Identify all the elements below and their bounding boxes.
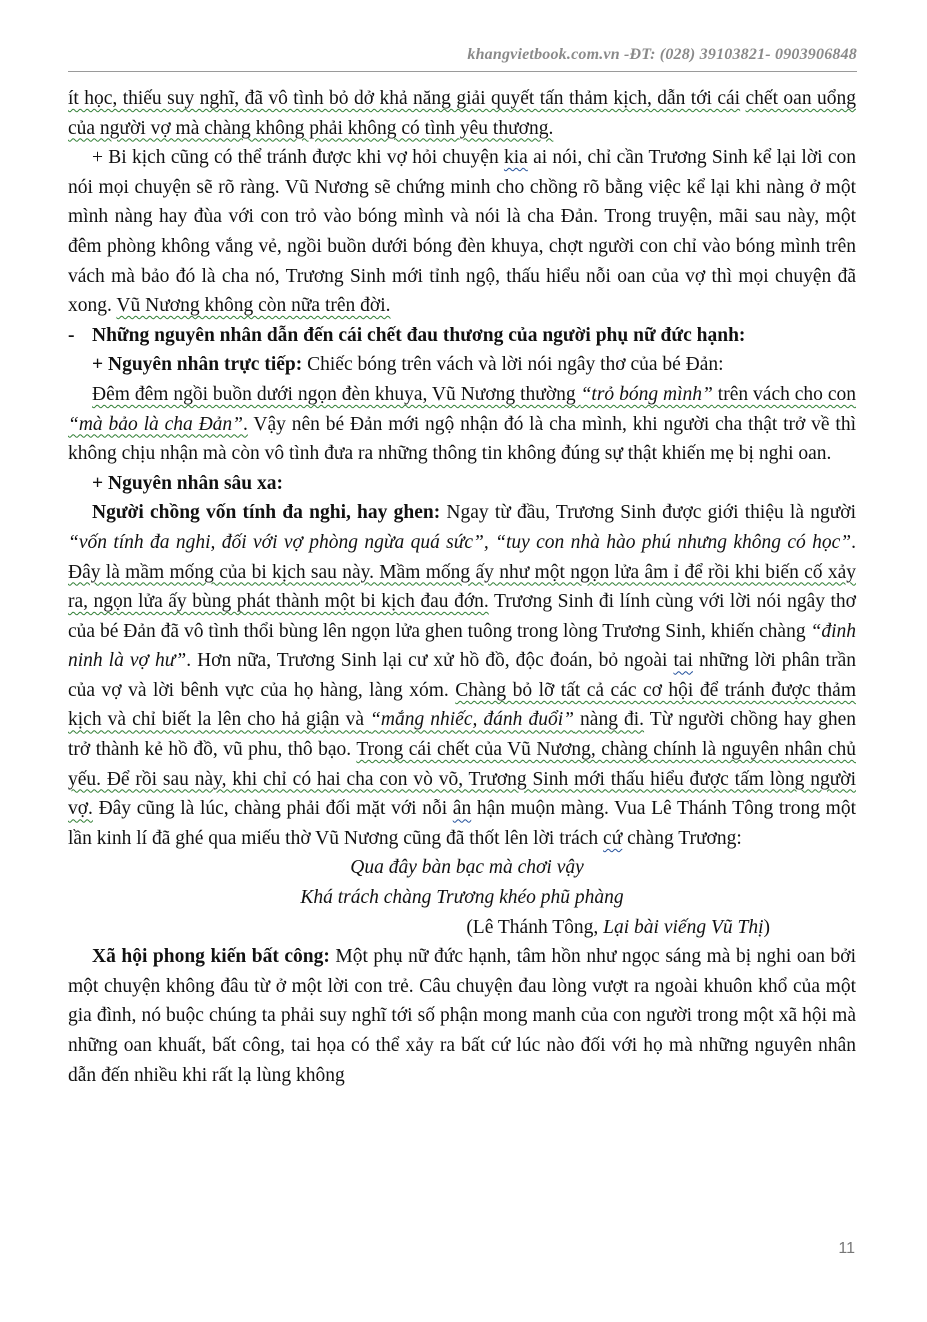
text-run: Trong cái chết của Vũ Nương, chàng chính là nguyên nhân chủ yếu. Để rồi sau này, khi chỉ có hai cha con vò võ, Trương Sinh mới thấu hiểu được tấm lòng người vợ.	[68, 739, 856, 820]
source-end: )	[763, 916, 770, 938]
text-run: .	[851, 531, 856, 553]
quote-run: “mắng nhiếc, đánh đuổi”	[370, 709, 574, 731]
section-heading-causes	[68, 321, 856, 351]
text-run: ân	[452, 798, 472, 820]
paragraph-direct-cause	[68, 350, 856, 380]
text-run: ai nói, chỉ cần Trương Sinh kể lại lời con nói mọi chuyện sẽ rõ ràng. Vũ Nương sẽ chứng minh cho chồng rõ bằng việc kể lại khi nàng ở một mình nàng hay đùa với con trỏ vào bóng mình và nói là cha Đản. Trong truyện, mãi sau này, một đêm phòng không vắng vẻ, ngồi buồn dưới bóng đèn khuya, chợt người con chỉ vào bóng mình trên vách mà bảo đó là cha nó, Trương Sinh mới tỉnh ngộ, thấu hiểu nỗi oan của vợ thì mọi chuyện đã xong.	[68, 147, 856, 317]
text-run: Một phụ nữ đức hạnh, tâm hồn như ngọc sáng mà bị nghi oan bởi một chuyện không đâu từ ở một lời con trẻ. Câu chuyện đau lòng vượt ra ngoài khuôn khổ của một gia đình, nó buộc chúng ta phải suy nghĩ tới số phận mong manh của con người trong một xã hội mà những oan khuất, bất công, tai họa có thể xảy ra bất cứ lúc nào đối với họ mà những nguyên nhân dẫn đến nhiều khi rất lạ lùng không	[68, 946, 856, 1086]
paragraph-continuation	[68, 84, 856, 143]
poem-source	[68, 913, 856, 943]
quote-run: “đinh ninh là vợ hư”	[68, 620, 856, 672]
text-run: nàng đi.	[574, 709, 645, 731]
subheading-label: Người chồng vốn tính đa nghi, hay ghen:	[92, 502, 441, 524]
text-run: cứ	[603, 827, 623, 849]
text-run: .	[243, 413, 248, 435]
page-number: 11	[838, 1240, 855, 1257]
text-run: Chàng bỏ lỡ tất cả các cơ hội để tránh được thảm kịch và chỉ biết la lên cho hả giận và	[68, 679, 856, 731]
text-run: Trương Sinh đi lính cùng với lời nói ngây thơ của bé Đản đã vô tình thổi bùng lên ngọn lửa ghen tuông trong lòng Trương Sinh, khiến chàng	[68, 591, 856, 642]
text-run: hận muộn màng. Vua Lê Thánh Tông trong một lần kinh lí đã ghé qua miếu thờ Vũ Nương cũng đã thốt lên lời trách	[68, 798, 856, 849]
paragraph-tragedy-avoidable	[68, 143, 856, 321]
poem-text: Qua đây bàn bạc mà chơi vậy	[350, 857, 584, 879]
text-run: Từ người chồng hay ghen trở thành kẻ hồ đồ, vũ phu, thô bạo.	[68, 709, 856, 761]
text-run: những lời phân trần của vợ và lời bênh vực của họ hàng, làng xóm.	[68, 650, 856, 701]
paragraph-feudal-society	[68, 942, 856, 1090]
subheading-label: Xã hội phong kiến bất công:	[92, 946, 330, 968]
paragraph-shadow	[68, 380, 856, 469]
paragraph-line: ít học, thiếu suy nghĩ, đã vô tình bỏ dở khả năng giải quyết tấn thảm kịch, dẫn tới cái	[68, 88, 741, 109]
poem-text: Khá trách chàng Trương khéo phũ phàng	[300, 887, 624, 909]
quote-run: “trỏ bóng mình”	[580, 383, 713, 405]
text-run: Vậy nên bé Đản mới ngộ nhận đó là cha mình, khi người cha thật trở về thì không chịu nhận mà còn vô tình đưa ra những thông tin không đúng sự thật khiến mẹ bị nghi oan.	[68, 413, 856, 465]
paragraph-deep-cause-heading	[68, 469, 856, 499]
text-run: tai	[673, 650, 693, 672]
text-run: Đây là mầm mống của bi kịch sau này. Mầm mống ấy như một ngọn lửa âm ỉ để rồi khi biến cố xảy ra, ngọn lửa ấy bùng phát thành một bi kịch đau đớn.	[68, 561, 856, 613]
page-header: khangvietbook.com.vn -ĐT: (028) 39103821- 0903906848	[467, 46, 857, 63]
text-run: Đây cũng là lúc, chàng phải đối mặt với nỗi	[92, 798, 453, 820]
source-author: (Lê Thánh Tông,	[466, 916, 604, 938]
quote-run: “vốn tính đa nghi, đối với vợ phòng ngừa quá sức”, “tuy con nhà hào phú nhưng không có học”	[68, 531, 852, 553]
text-run: . Hơn nữa, Trương Sinh lại cư xử hồ đồ, độc đoán, bỏ ngoài	[186, 650, 674, 672]
subheading-label: + Nguyên nhân sâu xa:	[92, 472, 284, 494]
text-run: + Bi kịch cũng có thể tránh được khi vợ hỏi chuyện	[92, 147, 504, 169]
text-run: kia	[503, 147, 528, 169]
text-run: trên vách cho con	[712, 383, 857, 405]
document-body	[68, 84, 856, 1090]
poem-line-1	[68, 853, 856, 883]
text-run: Ngay từ đầu, Trương Sinh được giới thiệu là người	[440, 502, 856, 524]
text-run: Đêm đêm ngồi buồn dưới ngọn đèn khuya, Vũ Nương thường	[92, 383, 581, 405]
quote-run: “mà bảo là cha Đản”	[68, 413, 244, 435]
text-run: chàng Trương:	[622, 827, 742, 849]
poem-line-2	[68, 883, 856, 913]
subheading-label: + Nguyên nhân trực tiếp:	[92, 354, 303, 376]
bullet-dash: -	[68, 324, 75, 346]
paragraph-line: chết oan uổng của người vợ mà chàng không phải không có tình yêu thương.	[68, 88, 856, 139]
text-run: Chiếc bóng trên vách và lời nói ngây thơ của bé Đản:	[302, 354, 724, 376]
source-title: Lại bài viếng Vũ Thị	[603, 916, 764, 938]
header-divider	[68, 71, 857, 72]
heading-text: Những nguyên nhân dẫn đến cái chết đau thương của người phụ nữ đức hạnh:	[92, 324, 746, 346]
paragraph-jealous-husband	[68, 498, 856, 853]
text-run: Vũ Nương không còn nữa trên đời.	[116, 295, 391, 317]
